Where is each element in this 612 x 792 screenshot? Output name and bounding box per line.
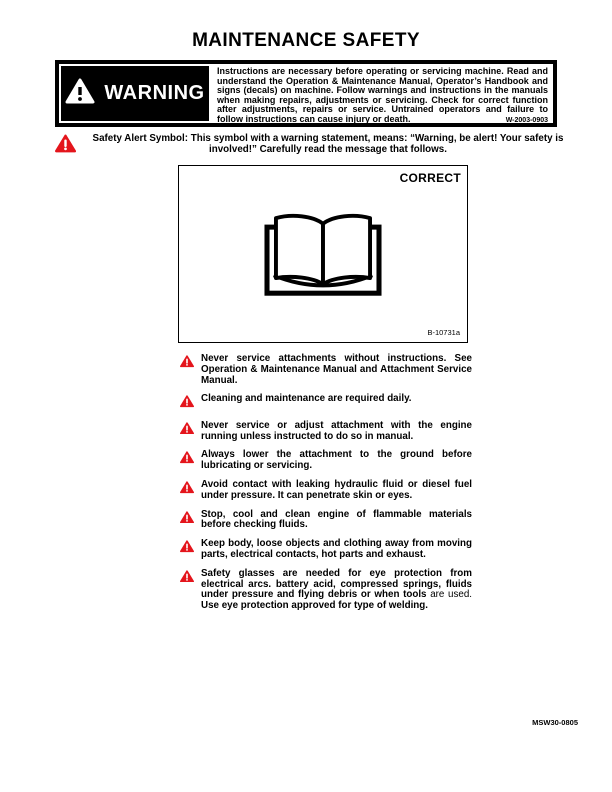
safety-list-item (180, 394, 472, 413)
alert-triangle-icon (180, 395, 194, 413)
alert-triangle-icon (180, 510, 194, 528)
warning-triangle-icon (65, 78, 95, 109)
document-code: MSW30-0805 (532, 718, 578, 727)
safety-item-text: Avoid contact with leaking hydraulic fluid or diesel fuel under pressure. It can penetrate skin or eyes. (201, 479, 472, 501)
safety-item-text: Keep body, loose objects and clothing away from moving parts, electrical contacts, hot parts and exhaust. (201, 538, 472, 561)
warning-code: W-2003-0903 (505, 116, 548, 124)
safety-alert-note (55, 133, 570, 158)
warning-label-block (61, 66, 209, 121)
warning-banner (55, 60, 557, 127)
alert-triangle-icon (180, 569, 194, 587)
page-title: MAINTENANCE SAFETY (192, 30, 420, 51)
safety-list-item (180, 539, 472, 561)
figure-label: CORRECT (399, 171, 461, 185)
open-book-icon (255, 198, 391, 310)
safety-alert-icon (55, 134, 76, 158)
safety-item-text: Safety glasses are needed for eye protection from electrical arcs. battery acid, compressed springs, fluids under pressure and flying debris or when tools are used. Use eye protection approved for type of welding. (201, 567, 472, 612)
safety-list-item (180, 421, 472, 443)
alert-triangle-icon (180, 451, 194, 469)
alert-triangle-icon (180, 355, 194, 373)
safety-alert-text: Safety Alert Symbol: This symbol with a warning statement, means: “Warning, be alert! Your safety is involved!” Carefully read the message that follows. (92, 133, 564, 155)
alert-triangle-icon (180, 540, 194, 558)
safety-list-item (180, 354, 472, 386)
figure-correct (178, 165, 468, 343)
safety-item-text: Always lower the attachment to the ground before lubricating or servicing. (201, 449, 472, 472)
warning-label: WARNING (104, 82, 205, 104)
safety-list-item (180, 569, 472, 612)
warning-text-block (211, 64, 553, 123)
warning-text: Instructions are necessary before operating or servicing machine. Read and understand the Operation & Maintenance Manual, Operator’s Handbook and signs (decals) on machine. Follow warnings and instructions in the manuals when making repairs, adjustments or servicing. Check for correct function after adjustments, repairs or service. Untrained operators and failure to follow instructions can cause injury or death. (217, 66, 548, 124)
alert-triangle-icon (180, 481, 194, 499)
safety-item-text: Cleaning and maintenance are required daily. (201, 393, 412, 405)
safety-item-text: Never service or adjust attachment with the engine running unless instructed to do so in manual. (201, 419, 472, 442)
safety-item-text: Stop, cool and clean engine of flammable materials before checking fluids. (201, 508, 472, 531)
safety-list-item (180, 450, 472, 472)
safety-list-item (180, 480, 472, 502)
figure-code: B-10731a (427, 328, 460, 337)
safety-list-item (180, 510, 472, 532)
safety-item-text: Never service attachments without instructions. See Operation & Maintenance Manual and Attachment Service Manual. (201, 353, 472, 386)
safety-list (180, 354, 472, 612)
alert-triangle-icon (180, 421, 194, 439)
